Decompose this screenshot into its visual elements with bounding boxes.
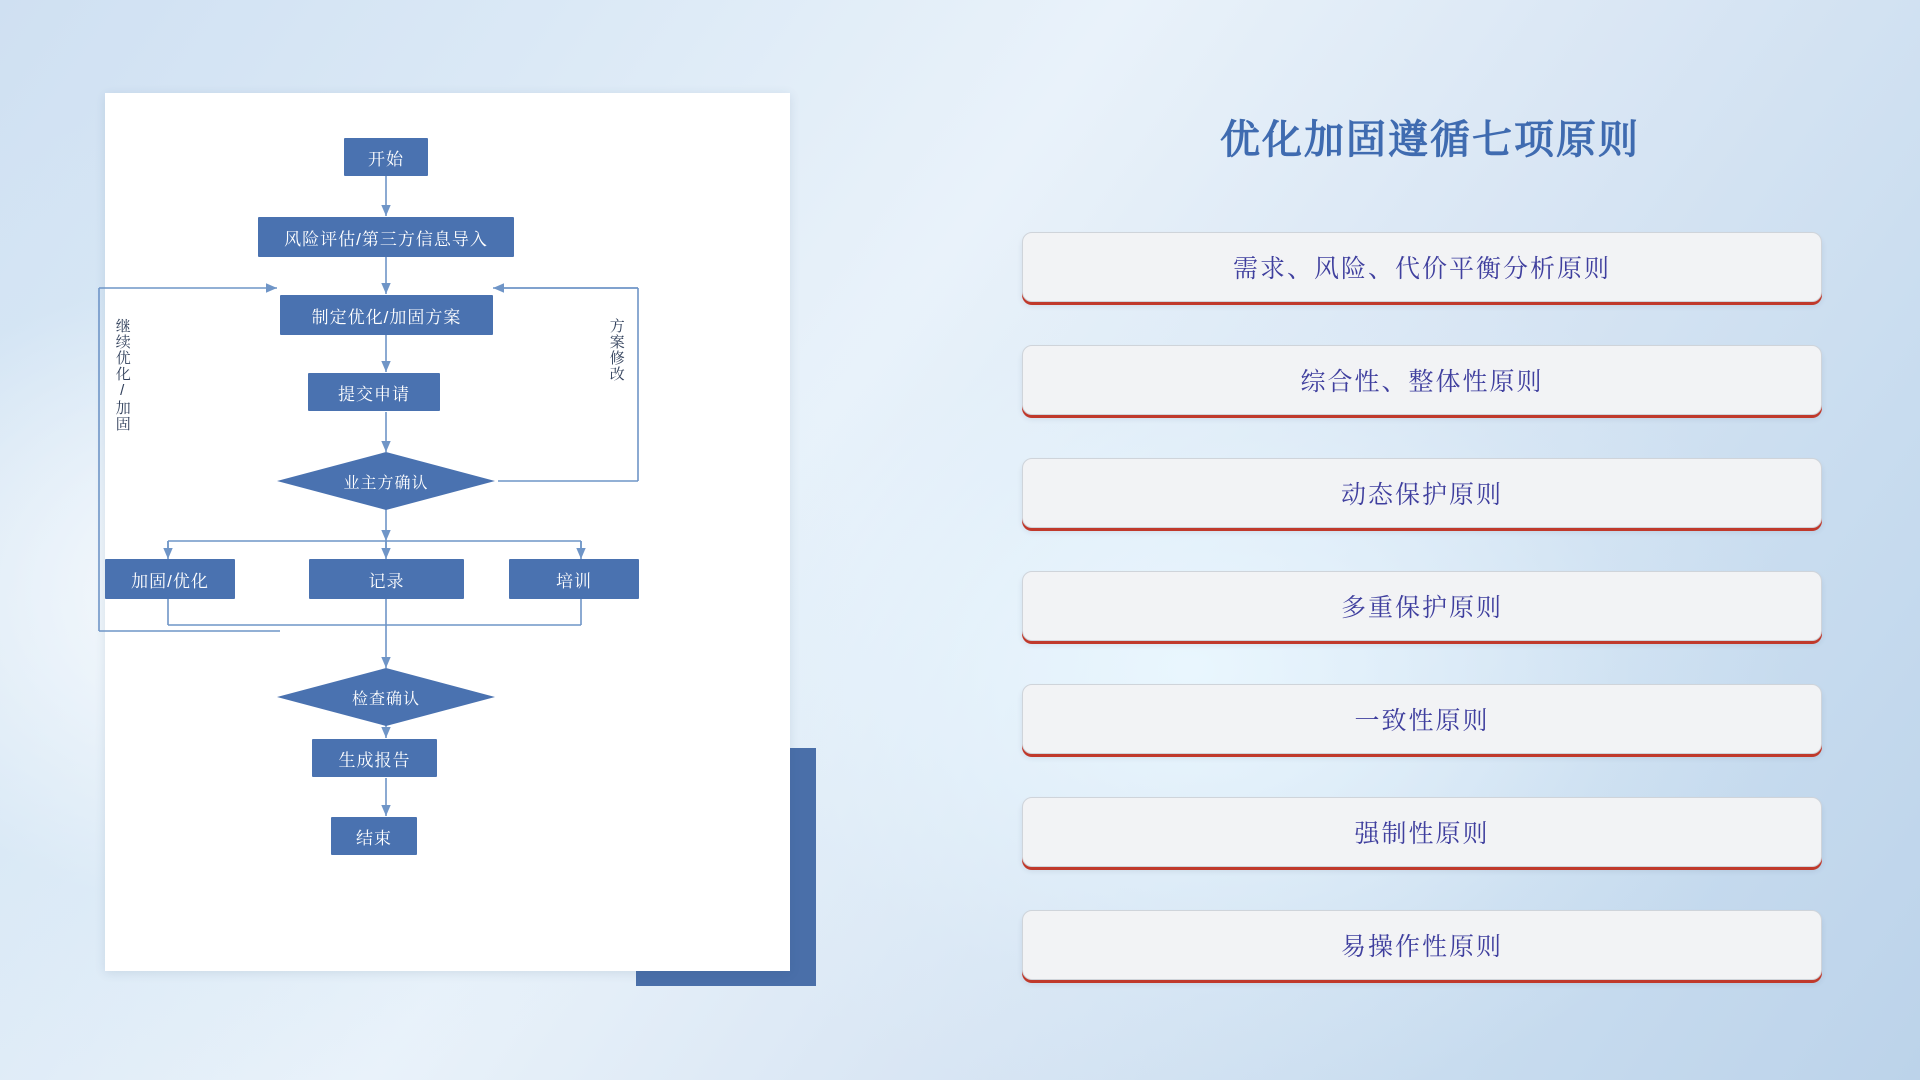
flow-node-reinforce <box>105 559 235 599</box>
flow-node-risk-assessment <box>258 217 514 257</box>
principle-item-label: 多重保护原则 <box>1340 594 1503 622</box>
principle-item[interactable] <box>1022 345 1822 415</box>
flow-node-owner-confirm <box>277 452 495 510</box>
flow-node-record-label: 记录 <box>368 571 405 591</box>
flow-node-reinforce-label: 加固/优化 <box>131 571 209 591</box>
principle-item[interactable] <box>1022 684 1822 754</box>
flow-node-end-label: 结束 <box>356 828 392 848</box>
principles-list <box>1022 232 1822 1023</box>
flow-node-check-confirm <box>277 668 495 726</box>
flow-node-record <box>309 559 464 599</box>
flow-node-training-label: 培训 <box>556 571 592 591</box>
flow-node-risk-assessment-label: 风险评估/第三方信息导入 <box>284 229 488 249</box>
principle-item-label: 强制性原则 <box>1354 820 1490 848</box>
principle-item[interactable] <box>1022 458 1822 528</box>
flow-node-report <box>312 739 437 777</box>
flow-node-training <box>509 559 639 599</box>
flowchart <box>105 93 790 971</box>
flow-node-submit <box>308 373 440 411</box>
flow-node-report-label: 生成报告 <box>338 750 411 770</box>
flow-edge-label-left: 继续优化/加固 <box>113 318 131 432</box>
flow-edge-label-right: 方案修改 <box>607 318 625 382</box>
flow-node-submit-label: 提交申请 <box>338 384 410 404</box>
flow-node-plan-label: 制定优化/加固方案 <box>311 307 462 327</box>
principle-item-label: 一致性原则 <box>1354 707 1490 735</box>
principle-item[interactable] <box>1022 571 1822 641</box>
flow-node-start <box>344 138 428 176</box>
principle-item[interactable] <box>1022 232 1822 302</box>
flow-node-check-confirm-label: 检查确认 <box>351 690 420 708</box>
flow-node-start-label: 开始 <box>368 149 404 169</box>
principle-item[interactable] <box>1022 910 1822 980</box>
principle-item-label: 易操作性原则 <box>1340 933 1503 961</box>
principles-title: 优化加固遵循七项原则 <box>1220 118 1640 162</box>
principle-item-label: 需求、风险、代价平衡分析原则 <box>1232 255 1611 283</box>
flow-node-end <box>331 817 417 855</box>
flow-node-owner-confirm-label: 业主方确认 <box>343 474 429 492</box>
principle-item[interactable] <box>1022 797 1822 867</box>
principle-item-label: 综合性、整体性原则 <box>1300 368 1544 396</box>
principle-item-label: 动态保护原则 <box>1340 481 1503 509</box>
flow-node-plan <box>280 295 493 335</box>
